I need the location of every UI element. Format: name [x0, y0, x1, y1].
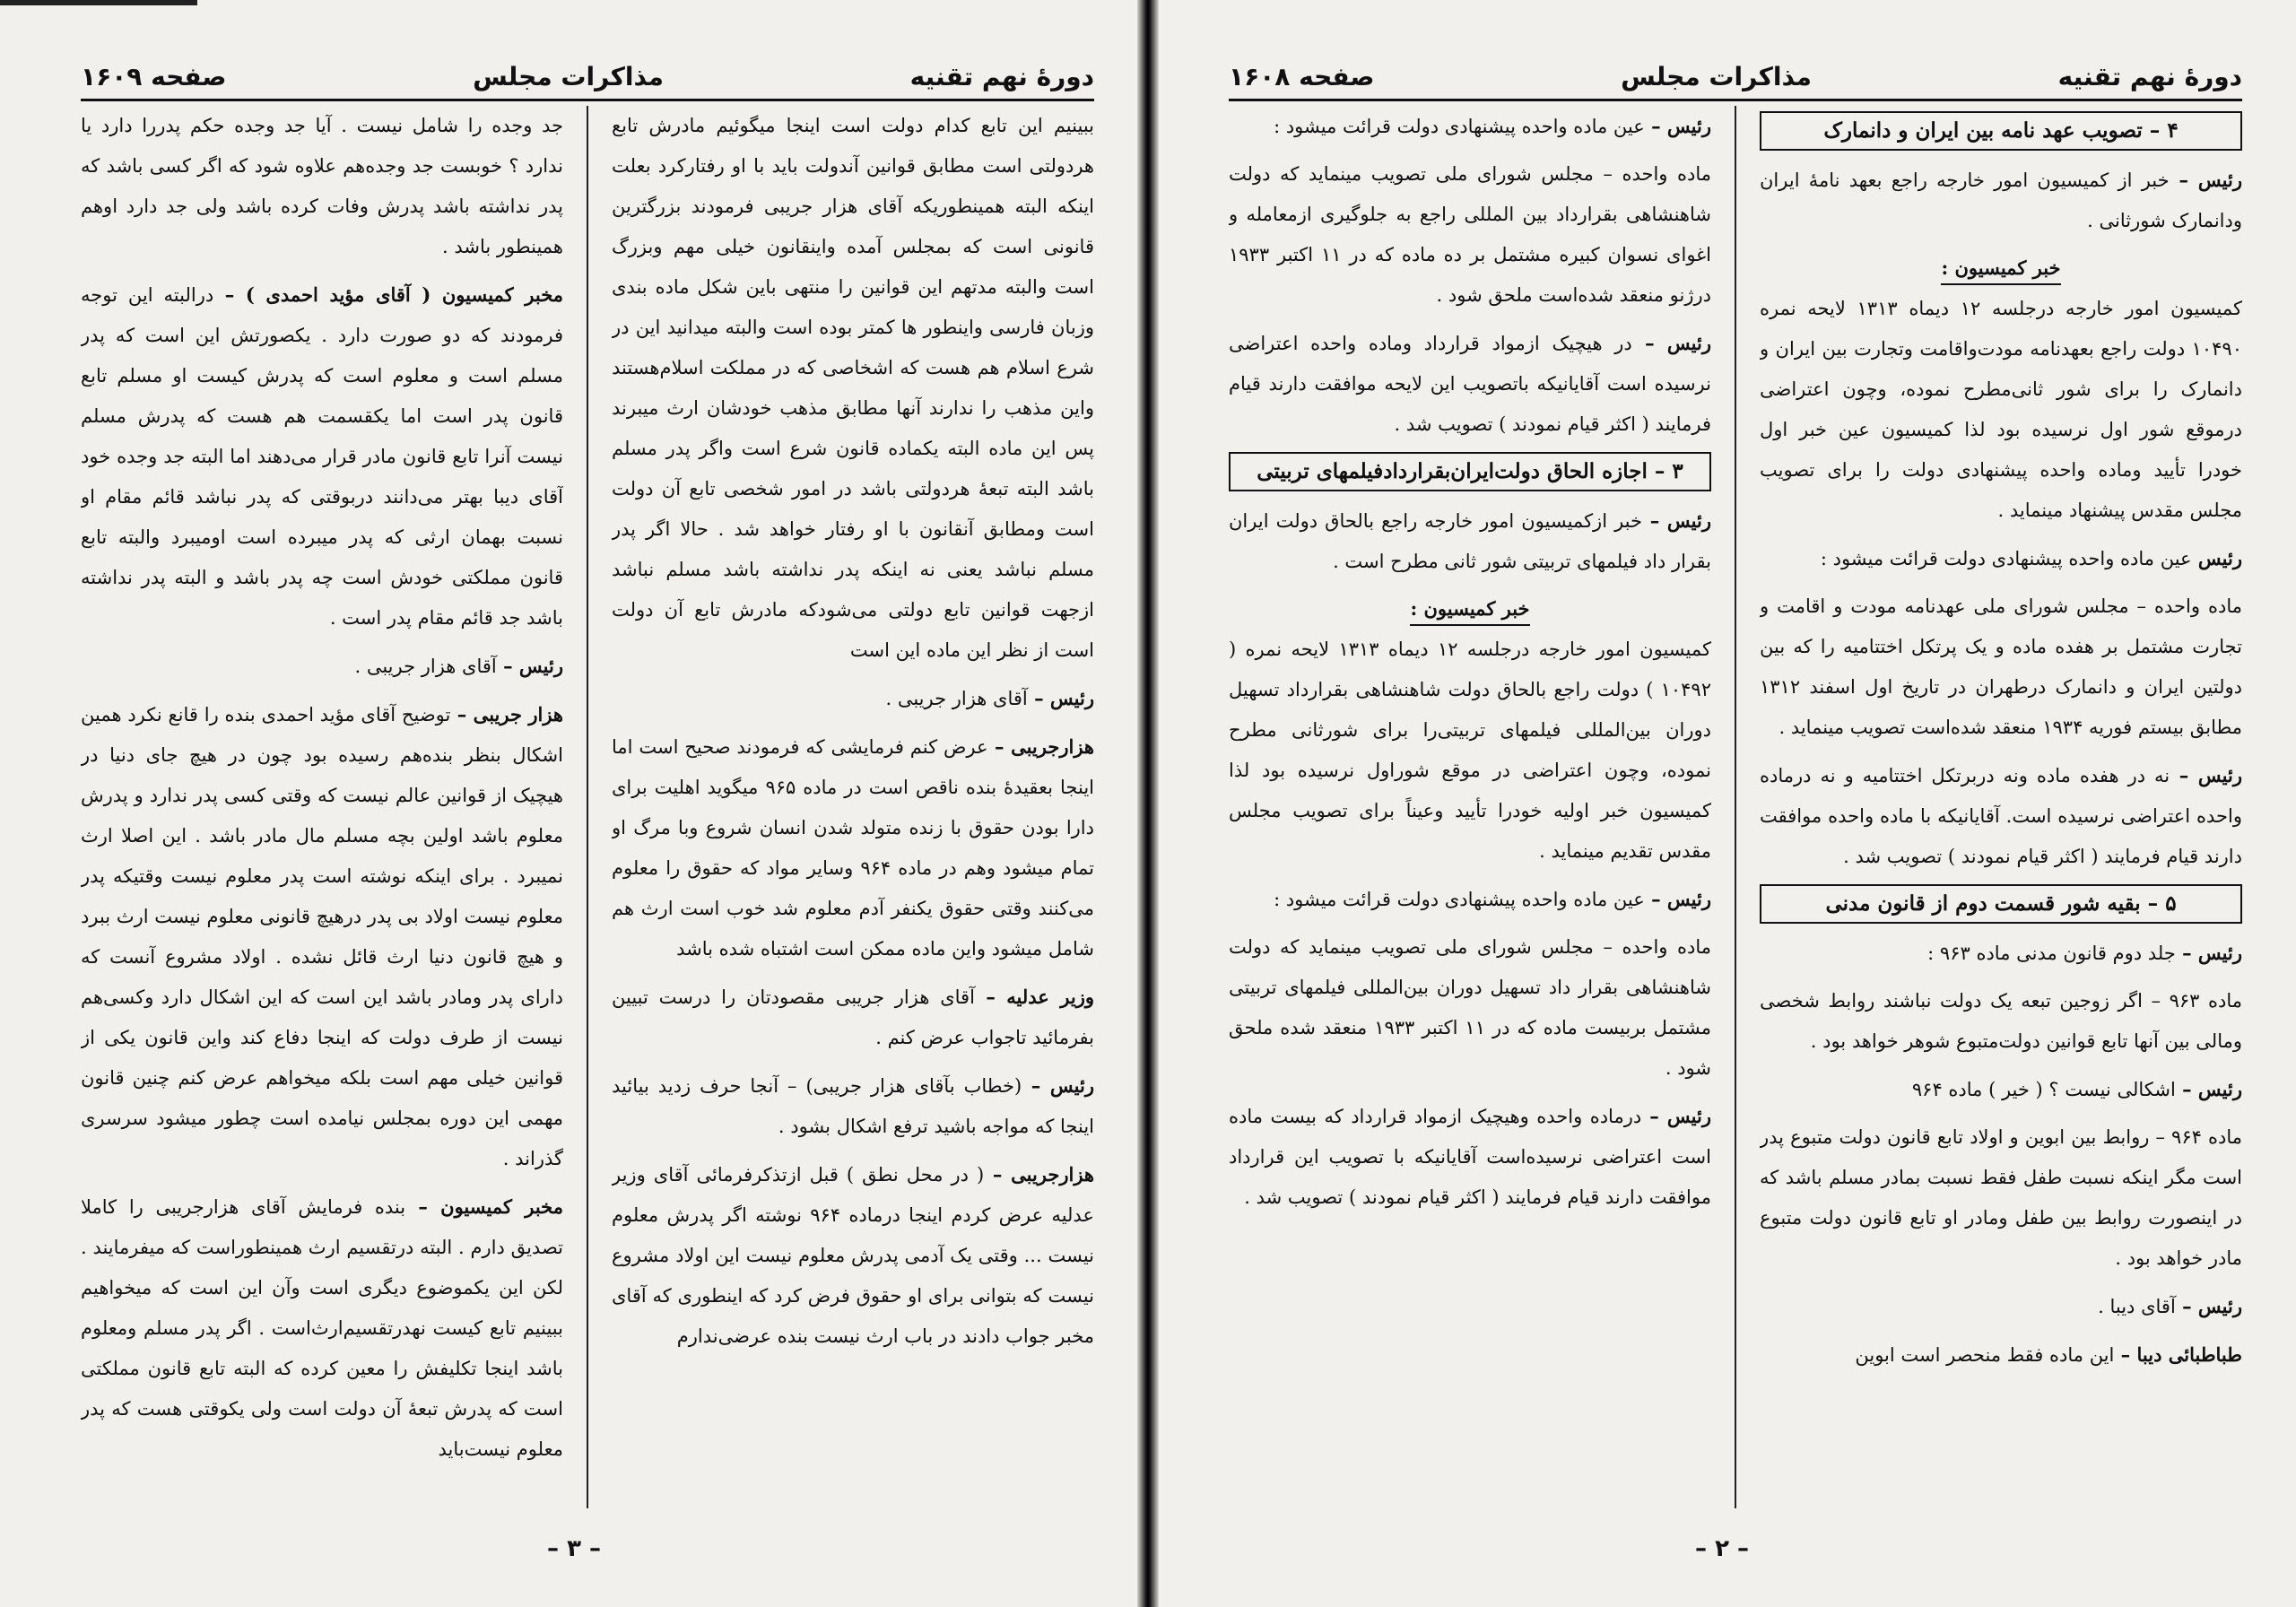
paragraph-text: بنده فرمایش آقای هزارجریبی را کاملا تصدیق دارم . البته درتقسیم ارث همینطوراست که میفرمایند . لکن این یکموضوع دیگری است وآن این است که میخواهیم ببینیم تابع کیست نهدرتقسیم‌ارث‌است . اگر پدر مسلم ومعلوم باشد اینجا تکلیفش را معین کرده که البته تابع قانون مملکتی است که پدرش تبعهٔ آن دولت است ولی یکوقتی هست که پدر معلوم نیست‌باید [81, 1196, 563, 1460]
speaker-name: رئیس – [1644, 115, 1711, 137]
paragraph-text: ماده واحده – مجلس شورای ملی تصویب مینماید که دولت شاهنشاهی بقرارداد بین المللی راجع به جلوگیری ازمعامله و اغوای نسوان کبیره مشتمل بر ده ماده که در ۱۱ اکتبر ۱۹۳۳ درژنو منعقد شده‌است ملحق شود . [1229, 163, 1711, 306]
paragraph-text: آقای دیبا . [2098, 1296, 2176, 1317]
subheading-row [1760, 248, 2242, 289]
transcript-paragraph [1760, 1069, 2242, 1110]
right-page-header [1229, 54, 2242, 101]
session-label: دورهٔ نهم تقنیه [2057, 61, 2242, 91]
paragraph-text: جلد دوم قانون مدنی ماده ۹۶۳ : [1927, 942, 2176, 964]
speaker-name: رئیس – [2175, 1295, 2242, 1317]
transcript-paragraph [1229, 927, 1711, 1089]
transcript-paragraph [612, 1154, 1094, 1357]
transcript-paragraph [1760, 160, 2242, 241]
paragraph-text: (خطاب بآقای هزار جریبی) – آنجا حرف زدید بیائید اینجا که مواجه باشید ترفع اشکال بشود . [612, 1075, 1094, 1137]
speaker-name: وزیر عدلیه – [974, 986, 1094, 1008]
transcript-paragraph [1760, 289, 2242, 531]
transcript-paragraph [1229, 106, 1711, 147]
column-divider [587, 106, 588, 1508]
speaker-name: مخبر کمیسیون ( آقای مؤید احمدی ) – [213, 283, 563, 306]
paragraph-text: در هیچیک ازمواد قرارداد وماده واحده اعتراضی نرسیده است آقایانیکه باتصویب این لایحه موافقت دارند قیام فرمایند ( اکثر قیام نمودند ) تصویب شد . [1229, 333, 1711, 435]
text-column-left [1760, 106, 2242, 1508]
transcript-paragraph [1229, 154, 1711, 316]
transcript-paragraph [81, 1186, 563, 1470]
committee-report-heading: خبر کمیسیون : [1941, 253, 2060, 285]
transcript-paragraph [1229, 1096, 1711, 1218]
transcript-paragraph [612, 106, 1094, 671]
paragraph-text: ماده واحده – مجلس شورای ملی عهدنامه مودت و اقامت و تجارت مشتمل بر هفده ماده و یک پرتکل اختتامیه را که بین دولتین ایران و دانمارک درطهران در تاریخ اول اسفند ۱۳۱۲ مطابق بیستم فوریه ۱۹۳۴ منعقد شده‌است تصویب مینماید . [1760, 595, 2242, 738]
speaker-name: رئیس – [2175, 942, 2242, 964]
transcript-paragraph [1760, 1117, 2242, 1279]
speaker-name: رئیس – [1022, 1074, 1094, 1097]
folio-number: – ۲ – [1695, 1535, 1749, 1562]
speaker-name: رئیس – [496, 655, 563, 677]
paragraph-text: آقای هزار جریبی مقصودتان را درست تبیین بفرمائید تاجواب عرض کنم . [612, 986, 1094, 1048]
subheading-row [1229, 589, 1711, 630]
paragraph-text: عرض کنم فرمایشی که فرمودند صحیح است اما اینجا بعقیدهٔ بنده ناقص است در ماده ۹۶۵ میگوید اهلیت برای دارا بودن حقوق با زنده متولد شدن انسان شروع وبا مرگ او تمام میشود وهم در ماده ۹۶۴ وسایر مواد که حقوق را معلوم می‌کنند وقتی حقوق یکنفر آدم معلوم شد خوب است ارث هم شامل میشود واین ماده ممکن است اشتباه شده باشد [612, 736, 1094, 960]
text-column-left [612, 106, 1094, 1508]
column-divider [1735, 106, 1736, 1508]
text-column-right [1229, 106, 1711, 1508]
paragraph-text: ماده ۹۶۴ – روابط بین ابوین و اولاد تابع قانون دولت متبوع پدر است مگر اینکه نسبت طفل فقط نسبت بمادر مسلم باشد که در اینصورت روابط بین طفل ومادر او تابع قانون دولت متبوع مادر خواهد بود . [1760, 1126, 2242, 1269]
paragraph-text: اشکالی نیست ؟ ( خیر ) ماده ۹۶۴ [1911, 1079, 2176, 1100]
paragraph-text: ( در محل نطق ) قبل ازتذکرفرمائی آقای وزیر عدلیه عرض کردم اینجا درماده ۹۶۴ نوشته اگر پدرش معلوم نیست ... وقتی یک آدمی پدرش معلوم نیست این اولاد مشروع نیست که بتوانی برای او حقوق فرض کرد که اینطوری که آقای مخبر جواب دادند در باب ارث نیست بنده عرضی‌ندارم [612, 1164, 1094, 1347]
paragraph-text: خبر ازکمیسیون امور خارجه راجع بالحاق دولت ایران بقرار داد فیلمهای تربیتی شور ثانی مطرح است . [1229, 510, 1711, 572]
speaker-name: رئیس [2191, 547, 2242, 569]
paragraph-text: کمیسیون امور خارجه درجلسه ۱۲ دیماه ۱۳۱۳ لایحه نمره ( ۱۰۴۹۲ ) دولت راجع بالحاق دولت شاهنشاهی بقرارداد تسهیل دوران بین‌المللی فیلمهای تربیتی‌را برای شورثانی مطرح نموده، وچون اعتراضی در موقع شوراول نرسیده بود لذا کمیسیون خبر اولیه خودرا تأیید وعیناً برای تصویب مجلس مقدس تقدیم مینماید . [1229, 638, 1711, 862]
paragraph-text: جد وجده را شامل نیست . آیا جد وجده حکم پدررا دارد یا ندارد ؟ خوبست جد وجده‌هم علاوه شود که اگر کسی باشد که پدر نداشته باشد پدرش وفات کرده باشد ولی جد دارد اوهم همینطور باشد . [81, 115, 563, 257]
right-page [1175, 0, 2269, 1607]
paragraph-text: ببینیم این تابع کدام دولت است اینجا میگوئیم مادرش تابع هردولتی است مطابق قوانین آندولت باید با او رفتارکرد بعلت اینکه البته همینطوریکه آقای هزار جریبی فرمودند بزرگترین قانونی است که بمجلس آمده واینقانون خیلی مهم وبزرگ است والبته مدتهم این قوانین را منتهی باین شکل ماده بندی وزبان فارسی واینطور ها کمتر بوده است والبته میدانید این در شرع اسلام هم هست که اشخاصی که در مملکت اسلام‌هستند واین مذهب را ندارند آنها مطابق مذهب خودشان ارث میبرند پس این ماده البته یکماده قانون شرع است واگر پدر مسلم باشد البته تبعهٔ هردولتی باشد در امور شخصی تابع آن دولت است ومطابق آنقانون با او رفتار خواهد شد . حالا اگر پدر مسلم نباشد یعنی نه اینکه پدر نداشته باشد مسلم نباشد ازجهت قوانین تابع دولتی می‌شودکه مادرش تابع آن دولت است از نظر این ماده این است [612, 115, 1094, 661]
transcript-paragraph [81, 274, 563, 638]
paragraph-text: عین ماده واحده پیشنهادی دولت قرائت میشود : [1274, 889, 1645, 910]
left-page-columns [81, 106, 1094, 1508]
committee-report-heading: خبر کمیسیون : [1410, 594, 1529, 626]
transcript-paragraph [1760, 538, 2242, 579]
text-column-right [81, 106, 563, 1508]
section-heading: ۵ – بقیه شور قسمت دوم از قانون مدنی [1760, 884, 2242, 924]
transcript-paragraph [612, 726, 1094, 969]
paragraph-text: خبر از کمیسیون امور خارجه راجع بعهد نامهٔ ایران ودانمارک شورثانی . [1760, 169, 2242, 231]
transcript-paragraph [612, 977, 1094, 1058]
transcript-paragraph [1760, 586, 2242, 748]
speaker-name: هزارجریبی – [984, 1163, 1094, 1186]
paragraph-text: عین ماده واحده پیشنهادی دولت قرائت میشود : [1820, 548, 2192, 569]
speaker-name: رئیس – [2169, 169, 2242, 191]
paragraph-text: آقای هزار جریبی . [885, 688, 1028, 709]
speaker-name: رئیس – [2175, 1078, 2242, 1100]
transcript-paragraph [1760, 981, 2242, 1062]
paragraph-text: نه در هفده ماده ونه دربرتکل اختتامیه و نه درماده واحده اعتراضی نرسیده است. آقایانیکه با ماده واحده موافقت دارند قیام فرمایند ( اکثر قیام نمودند ) تصویب شد . [1760, 765, 2242, 867]
transcript-paragraph [1760, 755, 2242, 877]
paragraph-text: ماده ۹۶۳ – اگر زوجین تبعه یک دولت نباشند روابط شخصی ومالی بین آنها تابع قوانین دولت‌متبوع شوهر خواهد بود . [1760, 990, 2242, 1052]
transcript-paragraph [1760, 933, 2242, 974]
journal-title: مذاکرات مجلس [1621, 61, 1812, 91]
left-page-header [81, 54, 1094, 101]
journal-title: مذاکرات مجلس [473, 61, 664, 91]
right-page-columns [1229, 106, 2242, 1508]
speaker-name: مخبر کمیسیون – [405, 1195, 563, 1218]
section-heading: ۳ – اجازه الحاق دولت‌ایران‌بقرارداد‌فیلمهای تربیتی [1229, 452, 1711, 491]
folio-number: – ۳ – [547, 1535, 601, 1562]
speaker-name: هزارجریبی – [987, 735, 1094, 758]
transcript-paragraph [1229, 879, 1711, 920]
paragraph-text: عین ماده واحده پیشنهادی دولت قرائت میشود : [1274, 116, 1645, 137]
page-number: صفحه ۱۶۰۸ [1229, 61, 1375, 91]
transcript-paragraph [1229, 630, 1711, 872]
transcript-paragraph [612, 1065, 1094, 1147]
transcript-paragraph [81, 694, 563, 1179]
transcript-paragraph [81, 106, 563, 267]
paragraph-text: ماده واحده – مجلس شورای ملی تصویب مینماید که دولت شاهنشاهی بقرار داد تسهیل دوران بین‌المللی فیلمهای تربیتی مشتمل بربیست ماده که در ۱۱ اکتبر ۱۹۳۳ منعقد شده ملحق شود . [1229, 936, 1711, 1079]
transcript-paragraph [1760, 1286, 2242, 1327]
paragraph-text: توضیح آقای مؤید احمدی بنده را قانع نکرد همین اشکال بنظر بنده‌هم رسیده بود چون در هیچ جای دنیا در هیچیک از قوانین عالم نیست که وقتی کسی پدر ندارد و پدرش معلوم باشد اولین بچه مسلم مال مادر باشد . این اصلا ارث نمیبرد . برای اینکه نوشته است پدر معلوم نیست وقتیکه پدر معلوم نیست اولاد بی پدر درهیچ قانونی معلوم نیست ارث ببرد و هیچ قانون دنیا ارث قائل نشده . اولاد مشروع آنست که دارای پدر ومادر باشد این است که این اشکال دارد وکسی‌هم نیست از طرف دولت که اینجا دفاع کند واین قانون یکی از قوانین خیلی مهم است بلکه میخواهم عرض کنم چنین قانون مهمی این دوره بمجلس نیامده است چطور میشود سرسری گذراند . [81, 704, 563, 1169]
section-heading: ۴ – تصویب عهد نامه بین ایران و دانمارک [1760, 111, 2242, 151]
speaker-name: هزار جریبی – [450, 703, 563, 725]
speaker-name: رئیس – [1644, 888, 1711, 910]
speaker-name: رئیس – [1641, 1105, 1711, 1127]
transcript-paragraph [1229, 500, 1711, 582]
paragraph-text: آقای هزار جریبی . [354, 656, 497, 677]
paragraph-text: این ماده فقط منحصر است ابوین [1855, 1344, 2115, 1366]
book-gutter [1137, 0, 1159, 1607]
transcript-paragraph [81, 646, 563, 687]
page-number: صفحه ۱۶۰۹ [81, 61, 227, 91]
paragraph-text: درالبته این توجه فرمودند که دو صورت دارد . یکصورتش این است که پدر مسلم است و معلوم است که پدرش کیست او مسلم تابع قانون پدر است اما یکقسمت هم هست که پدرش مسلم نیست آنرا تابع قانون مادر قرار می‌دهند اما البته جد وجده خود آقای دیبا بهتر می‌دانند دربوقتی که پدر نباشد قائم مقام او نسبت بهمان ارثی که پدر میبرده است اومیبرد والبته تابع قانون مملکتی خودش است چه پدر باشد و البته پدر نداشته باشد جد قائم مقام پدر است . [81, 284, 563, 629]
speaker-name: رئیس – [1027, 687, 1094, 709]
speaker-name: طباطبائی دیبا – [2114, 1343, 2242, 1366]
transcript-paragraph [612, 678, 1094, 719]
left-page [27, 0, 1121, 1607]
transcript-paragraph [1229, 323, 1711, 445]
speaker-name: رئیس – [1642, 509, 1711, 532]
speaker-name: رئیس – [2170, 764, 2242, 786]
session-label: دورهٔ نهم تقنیه [909, 61, 1094, 91]
paragraph-text: کمیسیون امور خارجه درجلسه ۱۲ دیماه ۱۳۱۳ لایحه نمره ۱۰۴۹۰ دولت راجع بعهدنامه مودت‌واقامت وتجارت بین ایران و دانمارک را برای شور ثانی‌مطرح نموده، وچون اعتراضی درموقع شور اول نرسیده بود لذا کمیسیون عین خبر اول خودرا تأیید وماده واحده پیشنهادی دولت را برای تصویب مجلس مقدس پیشنهاد مینماید . [1760, 298, 2242, 521]
speaker-name: رئیس – [1631, 332, 1711, 354]
transcript-paragraph [1760, 1334, 2242, 1376]
paragraph-text: درماده واحده وهیچیک ازمواد قرارداد که بیست ماده است اعتراضی نرسیده‌است آقایانیکه با تصویب این قرارداد موافقت دارند قیام فرمایند ( اکثر قیام نمودند ) تصویب شد . [1229, 1106, 1711, 1208]
